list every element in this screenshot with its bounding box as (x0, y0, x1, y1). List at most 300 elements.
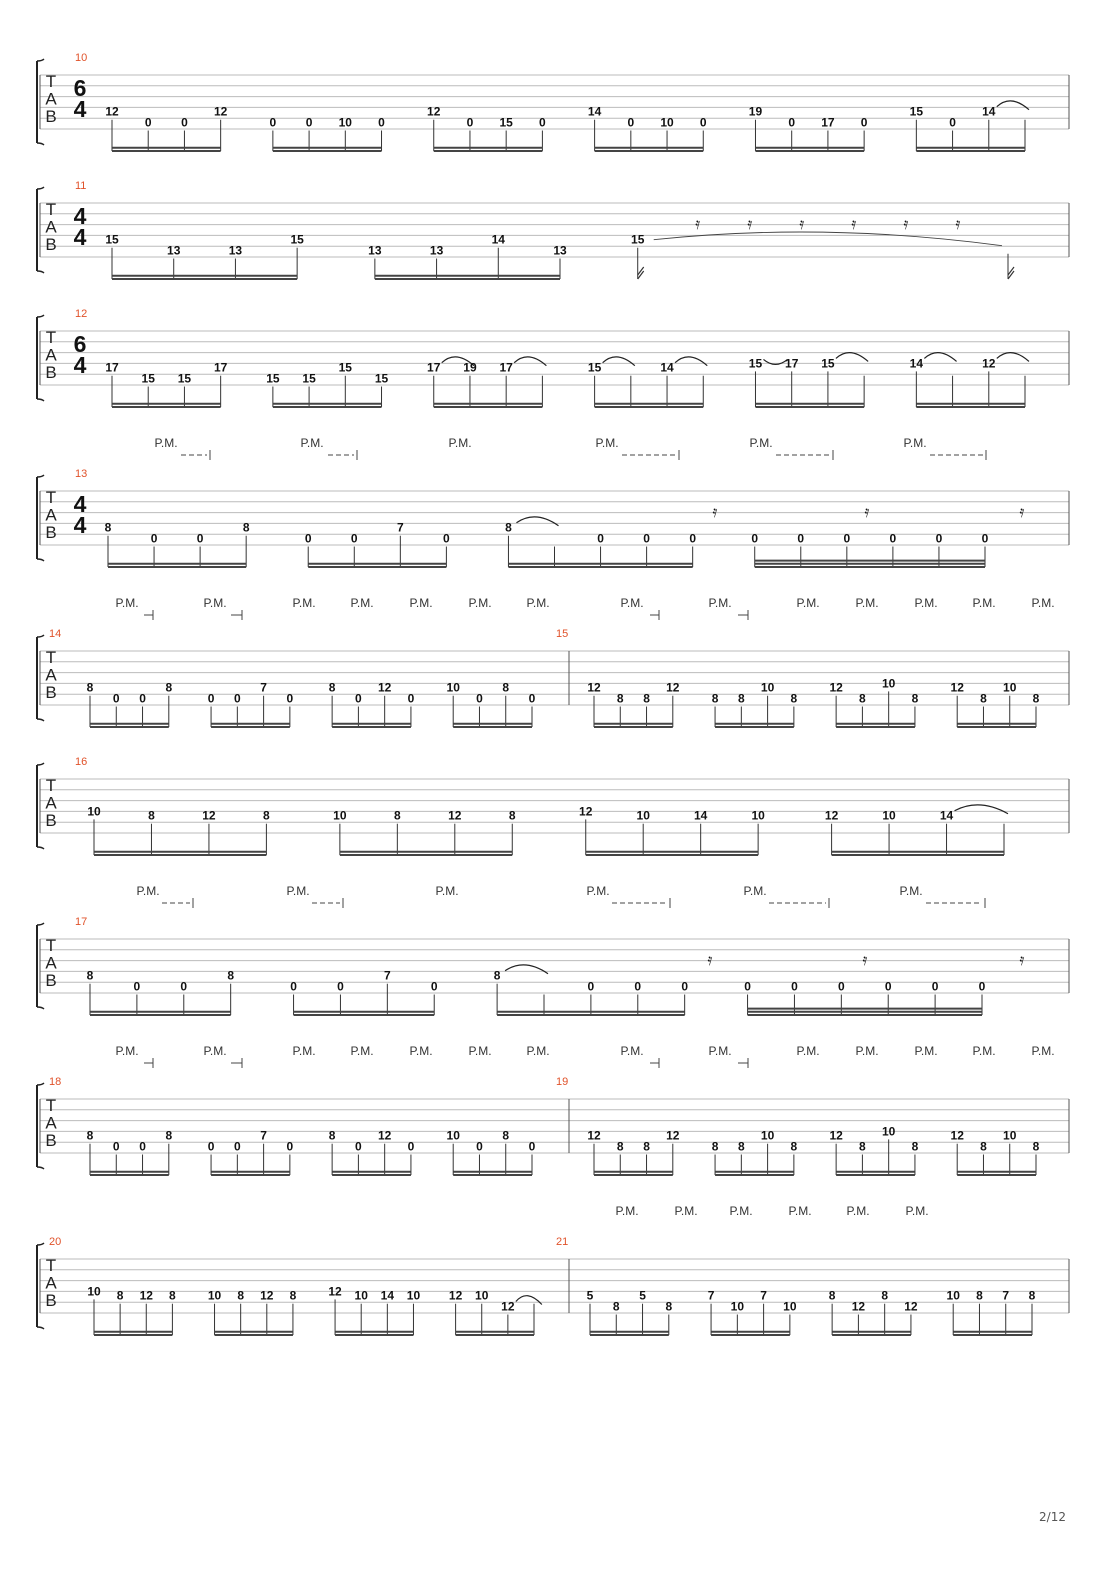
beam-group (744, 980, 985, 1015)
measure-number: 21 (556, 1236, 569, 1248)
palm-mute-label: P.M. (1031, 1044, 1055, 1058)
fret-number: 12 (377, 680, 392, 695)
measure-number: 17 (75, 916, 88, 928)
fret-number: 0 (290, 979, 297, 994)
fret-number: 0 (751, 531, 759, 546)
fret-number: 0 (744, 979, 751, 994)
tie-arc (924, 353, 956, 362)
bracket-hook (37, 271, 44, 273)
tab-clef-letter: T (45, 1096, 57, 1115)
tab-clef-letter: A (45, 953, 57, 973)
fret-number: 8 (881, 1288, 889, 1303)
fret-number: 10 (660, 115, 674, 130)
palm-mute-label: P.M. (708, 1044, 732, 1058)
tie-arc (516, 1296, 542, 1305)
fret-number: 0 (587, 979, 595, 994)
time-signature-digit: 4 (73, 203, 87, 229)
fret-number: 10 (946, 1288, 960, 1303)
beam-group (505, 517, 696, 567)
rest-symbol: 𝄿 (1019, 504, 1025, 521)
fret-number: 8 (508, 808, 516, 823)
fret-number: 0 (627, 115, 635, 130)
fret-number: 12 (202, 808, 216, 823)
fret-number: 12 (904, 1299, 918, 1314)
fret-number: 13 (553, 243, 567, 258)
fret-number: 0 (305, 115, 313, 130)
bracket-hook (37, 143, 44, 145)
rest-symbol: 𝄿 (1019, 952, 1025, 969)
fret-number: 15 (302, 371, 316, 386)
fret-number: 0 (207, 1139, 215, 1154)
fret-number: 8 (263, 808, 270, 823)
measure-number: 11 (75, 180, 87, 192)
tab-clef-letter: A (45, 89, 57, 109)
fret-number: 0 (196, 531, 204, 546)
fret-number: 0 (133, 979, 141, 994)
tab-clef-letter: T (45, 776, 57, 795)
time-signature-digit: 4 (73, 224, 87, 250)
fret-number: 8 (237, 1288, 245, 1303)
rest-symbol: 𝄿 (707, 952, 713, 969)
fret-number: 15 (105, 232, 119, 247)
fret-number: 0 (634, 979, 642, 994)
palm-mute-label: P.M. (300, 436, 324, 450)
fret-number: 8 (911, 691, 919, 706)
fret-number: 8 (104, 520, 112, 535)
tab-clef-letter: B (45, 971, 57, 990)
measure-number: 16 (75, 756, 88, 768)
beam-group (579, 804, 765, 855)
measure-number: 12 (75, 308, 88, 320)
fret-number: 0 (430, 979, 438, 994)
fret-number: 0 (269, 115, 277, 130)
beam-group (105, 521, 250, 567)
fret-number: 15 (909, 104, 924, 119)
fret-number: 17 (821, 115, 835, 130)
rest-symbol: 𝄿 (862, 952, 868, 969)
beam-group (266, 361, 388, 407)
fret-number: 10 (333, 808, 347, 823)
fret-number: 0 (791, 979, 798, 994)
fret-number: 7 (1002, 1288, 1010, 1303)
fret-number: 0 (207, 691, 215, 706)
palm-mute-label: P.M. (708, 596, 732, 610)
tab-clef-letter: A (45, 217, 57, 237)
fret-number: 10 (338, 115, 352, 130)
fret-number: 0 (350, 531, 358, 546)
note-flag (1008, 271, 1014, 279)
palm-mute-label: P.M. (903, 436, 927, 450)
fret-number: 8 (169, 1288, 176, 1303)
bracket-hook (37, 719, 44, 721)
beam-group (587, 1129, 679, 1175)
fret-number: 15 (177, 371, 192, 386)
fret-number: 8 (711, 691, 719, 706)
fret-number: 8 (505, 520, 512, 535)
bracket-hook (37, 315, 44, 317)
fret-number: 13 (228, 243, 243, 258)
fret-number: 10 (475, 1288, 489, 1303)
fret-number: 8 (790, 691, 798, 706)
beam-group (587, 1289, 673, 1335)
rest-symbol: 𝄿 (712, 504, 718, 521)
bracket-hook (37, 847, 44, 849)
rest-symbol: 𝄿 (903, 216, 909, 233)
fret-number: 8 (148, 808, 155, 823)
palm-mute-label: P.M. (203, 596, 227, 610)
tab-system (37, 1044, 1069, 1175)
fret-number: 0 (112, 691, 120, 706)
fret-number: 12 (377, 1128, 392, 1143)
fret-number: 8 (859, 1139, 866, 1154)
tab-system (37, 436, 1069, 567)
fret-number: 8 (165, 1128, 173, 1143)
fret-number: 0 (112, 1139, 120, 1154)
bracket-hook (37, 1083, 44, 1085)
beam-group (708, 1289, 797, 1335)
fret-number: 15 (821, 356, 835, 371)
palm-mute-label: P.M. (350, 1044, 374, 1058)
fret-number: 12 (982, 356, 996, 371)
palm-mute-label: P.M. (729, 1204, 753, 1218)
fret-number: 8 (493, 968, 501, 983)
fret-number: 0 (837, 979, 845, 994)
rest-symbol: 𝄿 (851, 216, 857, 233)
palm-mute-label: P.M. (350, 596, 374, 610)
beam-group (910, 353, 1029, 407)
tab-clef-letter: T (45, 1256, 57, 1275)
fret-number: 15 (290, 232, 304, 247)
fret-number: 0 (981, 531, 989, 546)
tie-arc (514, 357, 546, 366)
fret-number: 8 (980, 1139, 987, 1154)
tie-arc (997, 353, 1029, 362)
tab-clef-letter: A (45, 793, 57, 813)
fret-number: 7 (383, 968, 391, 983)
beam-group (494, 965, 689, 1015)
bracket-hook (37, 1167, 44, 1169)
fret-number: 12 (105, 104, 119, 119)
fret-number: 8 (86, 968, 94, 983)
time-signature-digit: 6 (73, 75, 87, 101)
fret-number: 14 (491, 232, 505, 247)
fret-number: 8 (242, 520, 250, 535)
fret-number: 10 (354, 1288, 368, 1303)
beam-group (947, 1289, 1036, 1335)
fret-number: 0 (466, 115, 474, 130)
tab-clef-letter: A (45, 505, 57, 525)
bracket-hook (37, 475, 44, 477)
fret-number: 8 (643, 691, 650, 706)
fret-number: 0 (150, 531, 158, 546)
rest-symbol: 𝄿 (955, 216, 961, 233)
fret-number: 10 (760, 680, 775, 695)
fret-number: 5 (586, 1288, 594, 1303)
fret-number: 8 (1028, 1288, 1036, 1303)
fret-number: 8 (737, 691, 745, 706)
fret-number: 12 (587, 680, 601, 695)
fret-number: 8 (859, 691, 866, 706)
beam-group (749, 353, 868, 407)
fret-number: 12 (427, 104, 441, 119)
fret-number: 15 (499, 115, 513, 130)
time-signature-digit: 4 (73, 352, 87, 378)
beam-group (87, 1129, 173, 1175)
fret-number: 8 (665, 1299, 673, 1314)
fret-number: 0 (889, 531, 897, 546)
fret-number: 14 (380, 1288, 395, 1303)
tie-arc (603, 357, 635, 366)
fret-number: 17 (427, 360, 441, 375)
fret-number: 12 (139, 1288, 153, 1303)
beam-group (951, 1129, 1040, 1175)
palm-mute-label: P.M. (899, 884, 923, 898)
tab-clef-letter: B (45, 107, 57, 126)
bracket-hook (37, 399, 44, 401)
fret-number: 10 (87, 804, 101, 819)
fret-number: 8 (612, 1299, 620, 1314)
fret-number: 5 (639, 1288, 646, 1303)
fret-number: 12 (448, 1288, 463, 1303)
beam-group (588, 105, 707, 151)
fret-number: 8 (711, 1139, 719, 1154)
tab-clef-letter: B (45, 1131, 57, 1150)
fret-number: 17 (499, 360, 513, 375)
beam-group (829, 1289, 918, 1335)
beam-group (208, 681, 294, 727)
fret-number: 12 (501, 1299, 515, 1314)
fret-number: 8 (165, 680, 173, 695)
palm-mute-label: P.M. (526, 1044, 550, 1058)
fret-number: 0 (180, 979, 188, 994)
fret-number: 12 (260, 1288, 274, 1303)
fret-number: 8 (1032, 1139, 1040, 1154)
fret-number: 13 (368, 243, 382, 258)
fret-number: 0 (443, 531, 450, 546)
fret-number: 10 (882, 808, 896, 823)
fret-number: 10 (881, 676, 896, 691)
fret-number: 10 (1003, 1128, 1017, 1143)
fret-number: 7 (260, 680, 267, 695)
fret-number: 12 (950, 680, 964, 695)
fret-number: 0 (233, 691, 241, 706)
note-flag (638, 267, 644, 275)
beam-group (829, 676, 918, 727)
bracket-hook (37, 187, 44, 189)
palm-mute-label: P.M. (620, 1044, 644, 1058)
fret-number: 8 (116, 1288, 124, 1303)
palm-mute-label: P.M. (526, 596, 550, 610)
phrase-arc (654, 232, 1002, 246)
tab-clef-letter: B (45, 811, 57, 830)
time-signature-digit: 4 (73, 491, 87, 517)
fret-number: 0 (681, 979, 689, 994)
fret-number: 8 (737, 1139, 745, 1154)
fret-number: 8 (828, 1288, 836, 1303)
tab-system (37, 180, 1069, 279)
beam-group (87, 1284, 176, 1335)
beam-group (427, 357, 546, 407)
beam-group (587, 681, 679, 727)
time-signature-digit: 6 (73, 331, 87, 357)
fret-number: 10 (881, 1124, 896, 1139)
tab-clef-letter: T (45, 200, 57, 219)
palm-mute-label: P.M. (743, 884, 767, 898)
fret-number: 8 (790, 1139, 798, 1154)
fret-number: 14 (939, 808, 954, 823)
fret-number: 10 (636, 808, 650, 823)
bracket-hook (37, 1007, 44, 1009)
fret-number: 8 (911, 1139, 919, 1154)
fret-number: 14 (587, 104, 602, 119)
palm-mute-label: P.M. (914, 596, 938, 610)
fret-number: 0 (860, 115, 868, 130)
fret-number: 0 (788, 115, 796, 130)
fret-number: 15 (338, 360, 352, 375)
tab-clef-letter: T (45, 328, 57, 347)
palm-mute-label: P.M. (409, 1044, 433, 1058)
fret-number: 0 (181, 115, 188, 130)
note-flag (638, 271, 644, 279)
palm-mute-label: P.M. (846, 1204, 870, 1218)
fret-number: 0 (528, 691, 536, 706)
fret-number: 0 (597, 531, 604, 546)
fret-number: 10 (87, 1284, 101, 1299)
fret-number: 12 (851, 1299, 866, 1314)
fret-number: 8 (86, 680, 94, 695)
fret-number: 7 (396, 520, 404, 535)
tab-system (37, 596, 1069, 727)
tab-clef-letter: B (45, 363, 57, 382)
palm-mute-label: P.M. (914, 1044, 938, 1058)
fret-number: 0 (407, 1139, 415, 1154)
tie-arc (505, 965, 548, 974)
fret-number: 8 (227, 968, 235, 983)
fret-number: 10 (207, 1288, 222, 1303)
tie-arc (675, 357, 707, 366)
fret-number: 7 (707, 1288, 715, 1303)
tab-clef-letter: B (45, 683, 57, 702)
fret-number: 10 (783, 1299, 797, 1314)
tab-clef-letter: T (45, 488, 57, 507)
beam-group (87, 969, 235, 1015)
fret-number: 0 (139, 691, 146, 706)
palm-mute-label: P.M. (286, 884, 310, 898)
fret-number: 7 (260, 1128, 267, 1143)
palm-mute-label: P.M. (468, 1044, 492, 1058)
tab-system (37, 308, 1069, 407)
fret-number: 12 (587, 1128, 601, 1143)
fret-number: 15 (748, 356, 763, 371)
beam-group (427, 105, 546, 151)
beam-group (305, 521, 450, 567)
palm-mute-label: P.M. (972, 1044, 996, 1058)
fret-number: 10 (751, 808, 765, 823)
fret-number: 8 (328, 680, 336, 695)
beam-group (712, 1129, 798, 1175)
beam-group (751, 532, 988, 567)
fret-number: 0 (233, 1139, 241, 1154)
fret-number: 12 (328, 1284, 342, 1299)
fret-number: 12 (824, 808, 839, 823)
fret-number: 8 (502, 680, 510, 695)
fret-number: 7 (760, 1288, 767, 1303)
measure-number: 15 (556, 628, 569, 640)
fret-number: 8 (502, 1128, 510, 1143)
fret-number: 0 (539, 115, 546, 130)
tab-clef-letter: T (45, 72, 57, 91)
tab-clef-letter: B (45, 235, 57, 254)
fret-number: 0 (286, 691, 294, 706)
beam-group (87, 681, 173, 727)
tab-system (37, 756, 1069, 855)
beam-group (329, 681, 415, 727)
tie-arc (836, 353, 868, 362)
beam-group (333, 809, 516, 855)
fret-number: 0 (843, 531, 851, 546)
tie-arc (997, 101, 1029, 110)
rest-symbol: 𝄿 (695, 216, 701, 233)
palm-mute-label: P.M. (615, 1204, 639, 1218)
palm-mute-label: P.M. (620, 596, 644, 610)
palm-mute-label: P.M. (448, 436, 472, 450)
beam-group (105, 105, 227, 151)
palm-mute-label: P.M. (292, 1044, 316, 1058)
beam-group (290, 969, 438, 1015)
beam-group (825, 805, 1008, 855)
fret-number: 8 (980, 691, 987, 706)
beam-group (270, 116, 386, 151)
measure-number: 18 (49, 1076, 62, 1088)
bracket-hook (37, 635, 44, 637)
palm-mute-label: P.M. (595, 436, 619, 450)
fret-number: 10 (446, 1128, 460, 1143)
fret-number: 14 (693, 808, 708, 823)
page-number: 2/12 (1039, 1510, 1066, 1524)
fret-number: 14 (660, 360, 674, 375)
fret-number: 0 (407, 691, 415, 706)
beam-group (368, 233, 567, 279)
beam-group (208, 1289, 297, 1335)
fret-number: 19 (463, 360, 477, 375)
fret-number: 15 (374, 371, 389, 386)
fret-number: 12 (213, 104, 228, 119)
beam-group (105, 233, 304, 279)
fret-number: 12 (579, 804, 593, 819)
fret-number: 8 (643, 1139, 650, 1154)
fret-number: 0 (528, 1139, 536, 1154)
palm-mute-label: P.M. (435, 884, 459, 898)
fret-number: 8 (289, 1288, 297, 1303)
note-flag (1008, 267, 1014, 275)
palm-mute-label: P.M. (292, 596, 316, 610)
fret-number: 0 (139, 1139, 146, 1154)
fret-number: 0 (931, 979, 939, 994)
beam-group (447, 1129, 536, 1175)
measure-number: 19 (556, 1076, 569, 1088)
fret-number: 0 (304, 531, 312, 546)
palm-mute-label: P.M. (788, 1204, 812, 1218)
tab-clef-letter: A (45, 665, 57, 685)
bracket-hook (37, 763, 44, 765)
tie-arc (955, 805, 1008, 814)
fret-number: 8 (393, 808, 401, 823)
measure-number: 13 (75, 468, 88, 480)
fret-number: 14 (982, 104, 996, 119)
beam-group (449, 1289, 542, 1335)
palm-mute-label: P.M. (1031, 596, 1055, 610)
beam-group (951, 681, 1040, 727)
